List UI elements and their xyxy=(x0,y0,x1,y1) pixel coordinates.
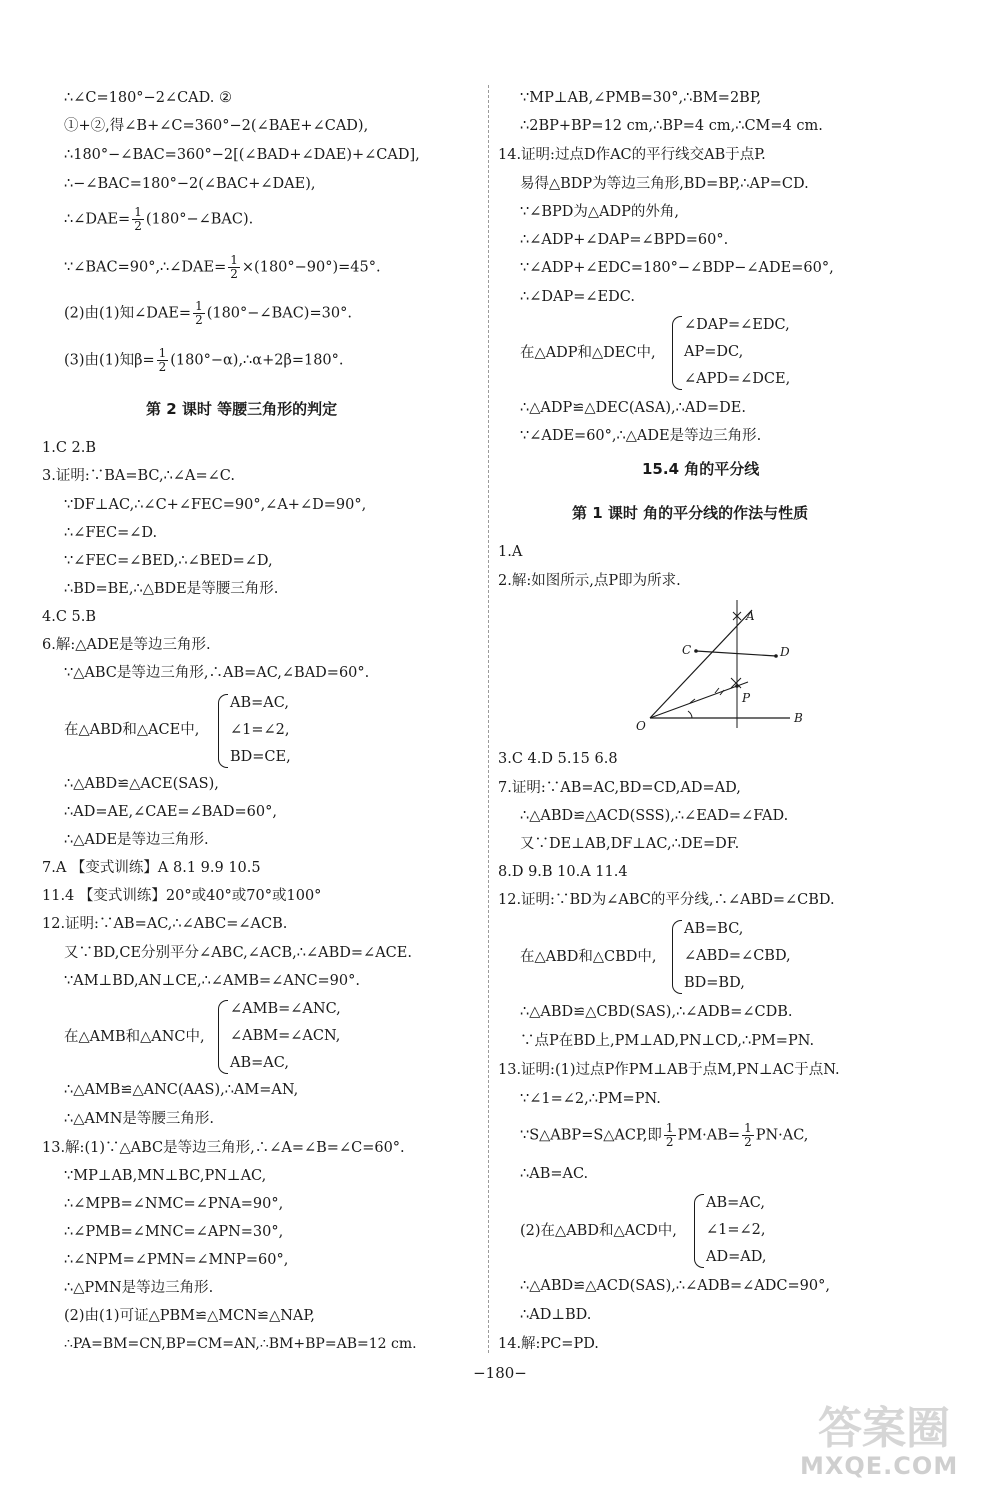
text-line: ∵∠BPD为△ADP的外角, xyxy=(520,204,680,220)
angle-bisector-figure xyxy=(630,598,820,733)
label-D: D xyxy=(780,645,790,659)
point-D xyxy=(774,654,778,658)
text-segment: ×(180°−90°)=45°. xyxy=(241,259,381,276)
system-row: AB=BC, xyxy=(684,921,744,937)
text-line: ∴△ABD≌△ACE(SAS), xyxy=(64,776,219,792)
brace-icon xyxy=(672,316,682,390)
system-label: 在△ABD和△ACE中, xyxy=(64,722,200,738)
label-B: B xyxy=(794,711,803,725)
brace-icon xyxy=(672,920,682,994)
text-line: ∴△ABD≌△ACD(SSS),∴∠EAD=∠FAD. xyxy=(520,808,789,824)
point-P xyxy=(735,684,739,688)
text-line: ∴AD=AE,∠CAE=∠BAD=60°, xyxy=(64,804,277,820)
answer-line: 14.证明:过点D作AC的平行线交AB于点P. xyxy=(498,147,766,163)
text-line: ∴PA=BM=CN,BP=CM=AN,∴BM+BP=AB=12 cm. xyxy=(64,1336,417,1352)
answer-line: 6.解:△ADE是等边三角形. xyxy=(42,637,211,653)
fraction: $\frac{1}{2}$ xyxy=(744,1121,752,1149)
column-divider xyxy=(488,85,489,1353)
brace-icon xyxy=(218,1000,228,1074)
brace-icon xyxy=(694,1194,704,1268)
answer-line: 1.A xyxy=(498,544,523,560)
segment-CD xyxy=(696,651,776,656)
text-segment: (180°−∠BAC). xyxy=(145,211,254,228)
fraction: $\frac{1}{2}$ xyxy=(230,253,238,281)
text-line: ∴∠DAP=∠EDC. xyxy=(520,289,635,305)
text-segment: (180°−α),∴α+2β=180°. xyxy=(170,352,344,369)
text-segment: PN·AC, xyxy=(755,1127,809,1144)
equation-system xyxy=(520,1190,940,1272)
text-line: ∵MP⊥AB,MN⊥BC,PN⊥AC, xyxy=(64,1168,267,1184)
system-row: ∠1=∠2, xyxy=(230,722,290,738)
system-row: ∠APD=∠DCE, xyxy=(684,371,791,387)
system-label: 在△ABD和△CBD中, xyxy=(520,949,657,965)
text-line: ∴BD=BE,∴△BDE是等腰三角形. xyxy=(64,581,279,597)
system-row: AB=AC, xyxy=(230,1055,289,1071)
fraction: $\frac{1}{2}$ xyxy=(665,1121,674,1149)
section-heading: 第 1 课时 角的平分线的作法与性质 xyxy=(572,504,809,522)
text-line: ∵△ABC是等边三角形,∴AB=AC,∠BAD=60°. xyxy=(64,665,370,681)
fraction: $\frac{1}{2}$ xyxy=(134,205,142,233)
system-row: ∠ABM=∠ACN, xyxy=(230,1028,341,1044)
system-row: ∠DAP=∠EDC, xyxy=(684,317,790,333)
text-segment: ∴∠DAE= xyxy=(64,211,131,228)
answer-line: 13.证明:(1)过点P作PM⊥AB于点M,PN⊥AC于点N. xyxy=(498,1062,840,1078)
equation-system xyxy=(64,996,464,1078)
system-label: 在△ADP和△DEC中, xyxy=(520,345,656,361)
text-segment: ∵S△ABP=S△ACP,即 xyxy=(520,1127,662,1144)
answer-line: 8.D 9.B 10.A 11.4 xyxy=(498,864,628,880)
section-heading: 第 2 课时 等腰三角形的判定 xyxy=(146,400,338,418)
text-segment: ∵∠BAC=90°,∴∠DAE= xyxy=(64,259,227,276)
text-line: ∴2BP+BP=12 cm,∴BP=4 cm,∴CM=4 cm. xyxy=(520,118,823,134)
answer-line: 1.C 2.B xyxy=(42,440,97,456)
answer-line: 4.C 5.B xyxy=(42,609,97,625)
system-label: (2)在△ABD和△ACD中, xyxy=(520,1223,677,1239)
text-line: ∴△PMN是等边三角形. xyxy=(64,1280,214,1296)
system-row: AB=AC, xyxy=(706,1195,765,1211)
text-line: ∵∠ADP+∠EDC=180°−∠BDP−∠ADE=60°, xyxy=(520,260,834,276)
page-number: −180− xyxy=(473,1364,527,1382)
answer-line: 3.C 4.D 5.15 6.8 xyxy=(498,751,618,767)
system-row: BD=BD, xyxy=(684,975,745,991)
text-line: ∵∠FEC=∠BED,∴∠BED=∠D, xyxy=(64,553,273,569)
construction-arc-icon xyxy=(690,688,724,703)
text-segment: (3)由(1)知β= xyxy=(64,352,155,369)
answer-line: 12.证明:∵AB=AC,∴∠ABC=∠ACB. xyxy=(42,916,288,932)
text-line: ∴△AMN是等腰三角形. xyxy=(64,1111,214,1127)
text-line: 易得△BDP为等边三角形,BD=BP,∴AP=CD. xyxy=(520,176,809,192)
system-row: ∠AMB=∠ANC, xyxy=(230,1001,341,1017)
text-line: ∴∠FEC=∠D. xyxy=(64,525,158,541)
answer-line: 7.证明:∵AB=AC,BD=CD,AD=AD, xyxy=(498,780,741,796)
text-line: ∴AB=AC. xyxy=(520,1166,589,1182)
point-C xyxy=(694,649,698,653)
watermark-text: MXQE.COM xyxy=(800,1452,959,1480)
label-A: A xyxy=(746,609,755,623)
text-line: ∵MP⊥AB,∠PMB=30°,∴BM=2BP, xyxy=(520,90,762,106)
label-C: C xyxy=(682,643,692,657)
system-row: ∠1=∠2, xyxy=(706,1222,766,1238)
equation-system xyxy=(64,690,464,772)
text-line: ∴∠ADP+∠DAP=∠BPD=60°. xyxy=(520,232,729,248)
text-line: (2)由(1)可证△PBM≌△MCN≌△NAP, xyxy=(64,1308,315,1324)
text-line: ∵∠1=∠2,∴PM=PN. xyxy=(520,1091,661,1107)
watermark-logo: 答案圈 xyxy=(818,1403,950,1454)
answer-line: 12.证明:∵BD为∠ABC的平分线,∴∠ABD=∠CBD. xyxy=(498,892,835,908)
equation-system xyxy=(520,916,940,998)
text-line: ∴△ABD≌△ACD(SAS),∴∠ADB=∠ADC=90°, xyxy=(520,1278,830,1294)
math-line xyxy=(64,300,352,327)
equation-system xyxy=(520,312,940,394)
answer-line: 14.解:PC=PD. xyxy=(498,1336,599,1352)
text-line: ∴∠MPB=∠NMC=∠PNA=90°, xyxy=(64,1196,284,1212)
text-line: ∴−∠BAC=180°−2(∠BAC+∠DAE), xyxy=(64,176,316,192)
text-line: ∵DF⊥AC,∴∠C+∠FEC=90°,∠A+∠D=90°, xyxy=(64,497,367,513)
text-line: ∴△ADP≌△DEC(ASA),∴AD=DE. xyxy=(520,400,746,416)
text-line: ∴AD⊥BD. xyxy=(520,1307,592,1323)
fraction: $\frac{1}{2}$ xyxy=(158,346,167,374)
system-row: BD=CE, xyxy=(230,749,291,765)
bisector-line xyxy=(650,682,748,718)
text-line: ∵点P在BD上,PM⊥AD,PN⊥CD,∴PM=PN. xyxy=(520,1033,815,1049)
answer-line: 11.4 【变式训练】20°或40°或70°或100° xyxy=(42,888,322,904)
math-line xyxy=(64,254,381,281)
system-row: AB=AC, xyxy=(230,695,289,711)
answer-line: 13.解:(1)∵△ABC是等边三角形,∴∠A=∠B=∠C=60°. xyxy=(42,1140,405,1156)
text-line: ∵∠ADE=60°,∴△ADE是等边三角形. xyxy=(520,428,762,444)
text-line: 又∵BD,CE分别平分∠ABC,∠ACB,∴∠ABD=∠ACE. xyxy=(64,945,412,961)
text-segment: (180°−∠BAC)=30°. xyxy=(206,305,352,322)
text-segment: PM·AB= xyxy=(677,1127,741,1144)
text-line: ∴180°−∠BAC=360°−2[(∠BAD+∠DAE)+∠CAD], xyxy=(64,147,420,163)
text-line: ∴∠NPM=∠PMN=∠MNP=60°, xyxy=(64,1252,289,1268)
text-line: ∵AM⊥BD,AN⊥CE,∴∠AMB=∠ANC=90°. xyxy=(64,973,360,989)
text-line: ①+②,得∠B+∠C=360°−2(∠BAE+∠CAD), xyxy=(64,118,369,134)
fraction: $\frac{1}{2}$ xyxy=(195,299,203,327)
math-line xyxy=(64,347,344,374)
system-label: 在△AMB和△ANC中, xyxy=(64,1029,205,1045)
system-row: AD=AD, xyxy=(706,1249,767,1265)
brace-icon xyxy=(218,694,228,768)
text-line: ∴∠C=180°−2∠CAD. ② xyxy=(64,90,232,106)
system-row: AP=DC, xyxy=(684,344,744,360)
section-heading: 15.4 角的平分线 xyxy=(642,460,760,478)
math-line xyxy=(64,206,253,233)
label-P: P xyxy=(742,691,751,705)
system-row: ∠ABD=∠CBD, xyxy=(684,948,791,964)
text-line: ∴△ABD≌△CBD(SAS),∴∠ADB=∠CDB. xyxy=(520,1004,793,1020)
angle-arc-icon xyxy=(688,711,692,718)
text-segment: (2)由(1)知∠DAE= xyxy=(64,305,192,322)
text-line: ∴△ADE是等边三角形. xyxy=(64,832,209,848)
math-line xyxy=(520,1122,808,1149)
text-line: ∴△AMB≌△ANC(AAS),∴AM=AN, xyxy=(64,1082,299,1098)
text-line: 又∵DE⊥AB,DF⊥AC,∴DE=DF. xyxy=(520,836,740,852)
label-O: O xyxy=(636,719,646,733)
answer-line: 3.证明:∵BA=BC,∴∠A=∠C. xyxy=(42,468,235,484)
text-line: ∴∠PMB=∠MNC=∠APN=30°, xyxy=(64,1224,284,1240)
answer-line: 7.A 【变式训练】A 8.1 9.9 10.5 xyxy=(42,860,261,876)
answer-line: 2.解:如图所示,点P即为所求. xyxy=(498,573,681,589)
